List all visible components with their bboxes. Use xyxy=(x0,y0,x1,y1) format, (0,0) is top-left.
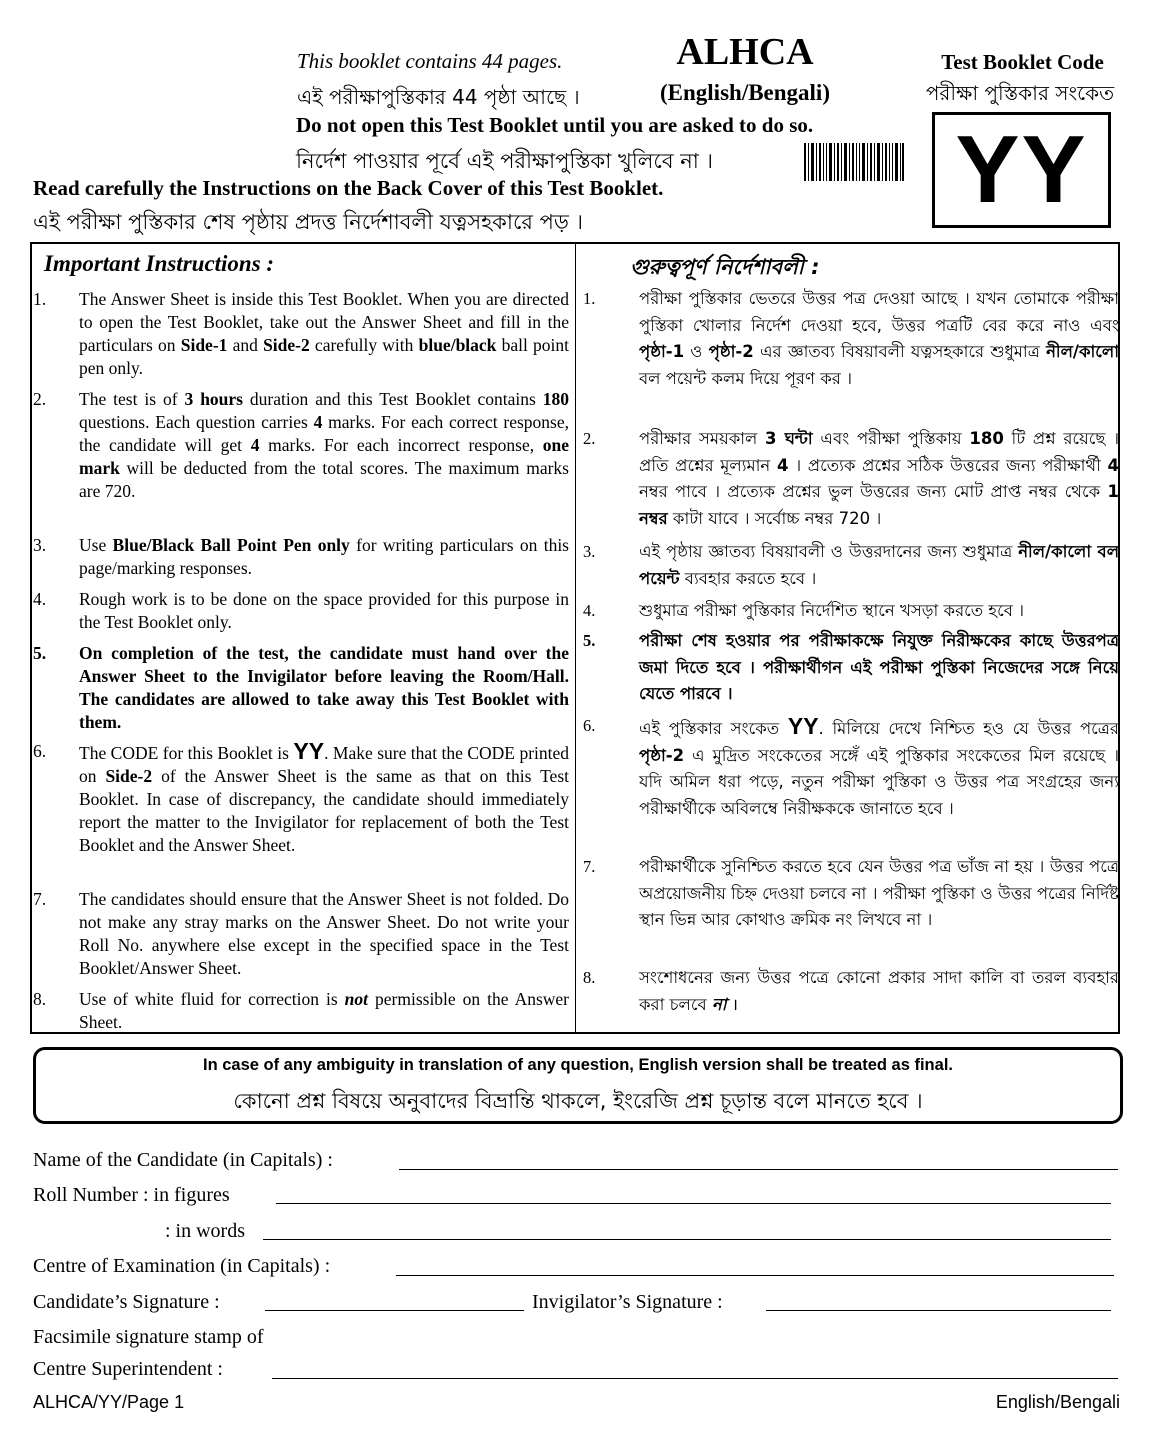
page-footer-right: English/Bengali xyxy=(995,1392,1120,1412)
instruction-en-2: 2. The test is of 3 hours duration and this Test Booklet contains 180 questions. Each question carries 4 marks. For each correct response, the candidate will get 4 marks. For each incorrect response, one mark will be deducted from the total scores. The maximum marks are 720. xyxy=(33,389,570,501)
candidate-signature-field[interactable] xyxy=(265,1310,524,1311)
instruction-bn-7: 7. পরীক্ষার্থীকে সুনিশ্চিত করতে হবে যেন উত্তর পত্র ভাঁজ না হয় । উত্তর পত্রে অপ্রয়োজনীয় চিহ্ন দেওয়া চলবে না । পরীক্ষা পুস্তিকা ও উত্তর পত্রের নির্দিষ্ট স্থান ভিন্ন আর কোথাও ক্রমিক নং লিখবে না । xyxy=(583,857,1119,929)
instruction-bn-1: 1. পরীক্ষা পুস্তিকার ভেতরে উত্তর পত্র দেওয়া আছে । যখন তোমাকে পরীক্ষা পুস্তিকা খোলার নির্দেশ দেওয়া হবে, উত্তর পত্রটি বের করে নাও এবং পৃষ্ঠা-1 ও পৃষ্ঠা-2 এর জ্ঞাতব্য বিষয়াবলী যত্নসহকারে শুধুমাত্র নীল/কালো বল পয়েন্ট কলম দিয়ে পূরণ কর । xyxy=(583,289,1119,388)
invigilator-signature-label: Invigilator’s Signature : xyxy=(532,1291,723,1313)
instructions-heading-en: Important Instructions : xyxy=(44,251,275,276)
roll-words-label: : in words xyxy=(165,1220,245,1242)
facsimile-label: Facsimile signature stamp of xyxy=(33,1326,264,1348)
read-instructions-notice-en: Read carefully the Instructions on the Back Cover of this Test Booklet. xyxy=(33,176,664,200)
booklet-pages-en: This booklet contains 44 pages. xyxy=(297,49,563,73)
instruction-bn-8: 8. সংশোধনের জন্য উত্তর পত্রে কোনো প্রকার সাদা কালি বা তরল ব্যবহার করা চলবে না । xyxy=(583,968,1119,1014)
read-instructions-notice-bn: এই পরীক্ষা পুস্তিকার শেষ পৃষ্ঠায় প্রদত্ত নির্দেশাবলী যত্নসহকারে পড় । xyxy=(33,210,584,234)
instruction-en-5: 5. On completion of the test, the candidate must hand over the Answer Sheet to the Invigilator before leaving the Room/Hall. The candidates are allowed to take away this Test Booklet with them. xyxy=(33,643,569,732)
instruction-bn-5: 5. পরীক্ষা শেষ হওয়ার পর পরীক্ষাকক্ষে নিযুক্ত নিরীক্ষকের কাছে উত্তরপত্র জমা দিতে হবে । পরীক্ষার্থীগন এই পরীক্ষা পুস্তিকা নিজেদের সঙ্গে নিয়ে যেতে পারবে । xyxy=(583,631,1119,703)
exam-title: ALHCA xyxy=(676,31,814,73)
column-divider xyxy=(575,244,576,1032)
instruction-en-4: 4. Rough work is to be done on the space provided for this purpose in the Test Booklet only. xyxy=(33,589,569,632)
booklet-code-label-en: Test Booklet Code xyxy=(941,50,1104,74)
instruction-bn-3: 3. এই পৃষ্ঠায় জ্ঞাতব্য বিষয়াবলী ও উত্তরদানের জন্য শুধুমাত্র নীল/কালো বল পয়েন্ট ব্যবহার করতে হবে । xyxy=(583,542,1119,588)
roll-words-field[interactable] xyxy=(263,1239,1111,1240)
candidate-name-field[interactable] xyxy=(399,1169,1118,1170)
booklet-pages-bn: এই পরীক্ষাপুস্তিকার 44 পৃষ্ঠা আছে । xyxy=(297,85,580,109)
barcode-icon xyxy=(804,143,904,181)
exam-subtitle: (English/Bengali) xyxy=(660,80,830,105)
booklet-code: YY xyxy=(955,116,1088,223)
instruction-bn-4: 4. শুধুমাত্র পরীক্ষা পুস্তিকার নির্দেশিত স্থানে খসড়া করতে হবে । xyxy=(583,601,1025,620)
roll-figures-field[interactable] xyxy=(276,1203,1111,1204)
ambiguity-notice-en: In case of any ambiguity in translation of any question, English version shall be treated as final. xyxy=(202,1056,953,1074)
instruction-en-3: 3. Use Blue/Black Ball Point Pen only for writing particulars on this page/marking responses. xyxy=(33,535,569,578)
booklet-code-box xyxy=(932,112,1111,228)
instruction-bn-6: 6. এই পুস্তিকার সংকেত YY. মিলিয়ে দেখে নিশ্চিত হও যে উত্তর পত্রের পৃষ্ঠা-2 এ মুদ্রিত সংকেতের সঙ্গেঁ এই পুস্তিকার সংকেতের মিল রয়েছে । যদি অমিল ধরা পড়ে, নতুন পরীক্ষা পুস্তিকা ও উত্তর পত্র সংগ্রহের জন্য পরীক্ষার্থীকে অবিলম্বে নিরীক্ষককে জানাতে হবে । xyxy=(583,713,1119,818)
do-not-open-notice-bn: নির্দেশ পাওয়ার পূর্বে এই পরীক্ষাপুস্তিকা খুলিবে না । xyxy=(296,149,714,173)
centre-label: Centre of Examination (in Capitals) : xyxy=(33,1255,331,1277)
superintendent-field[interactable] xyxy=(272,1378,1118,1379)
candidate-signature-label: Candidate’s Signature : xyxy=(33,1291,220,1313)
instruction-bn-2: 2. পরীক্ষার সময়কাল 3 ঘন্টা এবং পরীক্ষা পুস্তিকায় 180 টি প্রশ্ন রয়েছে । প্রতি প্রশ্নের মূল্যমান 4 । প্রত্যেক প্রশ্নের সঠিক উত্তরের জন্য পরীক্ষার্থী 4 নম্বর পাবে । প্রত্যেক প্রশ্নের ভুল উত্তরের জন্য মোট প্রাপ্ত নম্বর থেকে 1 নম্বর কাটা যাবে । সর্বোচ্চ নম্বর 720 । xyxy=(583,429,1119,528)
superintendent-label: Centre Superintendent : xyxy=(33,1358,223,1380)
instruction-en-1: 1. The Answer Sheet is inside this Test Booklet. When you are directed to open the Test Booklet, take out the Answer Sheet and fill in the particulars on Side-1 and Side-2 carefully with blue/black ball point pen only. xyxy=(33,289,570,378)
invigilator-signature-field[interactable] xyxy=(766,1310,1111,1311)
do-not-open-notice-en: Do not open this Test Booklet until you are asked to do so. xyxy=(296,113,814,137)
roll-figures-label: Roll Number : in figures xyxy=(33,1184,230,1206)
instruction-en-7: 7. The candidates should ensure that the Answer Sheet is not folded. Do not make any stray marks on the Answer Sheet. Do not write your Roll No. anywhere else except in the specified space in the Test Booklet/Answer Sheet. xyxy=(33,889,569,978)
booklet-code-label-bn: পরীক্ষা পুস্তিকার সংকেত xyxy=(925,81,1115,105)
instructions-heading-bn: গুরুত্বপূর্ণ নির্দেশাবলী : xyxy=(630,255,820,279)
centre-field[interactable] xyxy=(396,1275,1114,1276)
instruction-en-6: 6. The CODE for this Booklet is YY. Make sure that the CODE printed on Side-2 of the Answer Sheet is the same as that on this Test Booklet. In case of discrepancy, the candidate should immediately report the matter to the Invigilator for replacement of both the Test Booklet and the Answer Sheet. xyxy=(33,738,570,855)
page-footer-left: ALHCA/YY/Page 1 xyxy=(33,1392,185,1412)
candidate-name-label: Name of the Candidate (in Capitals) : xyxy=(33,1149,333,1171)
ambiguity-notice-bn: কোনো প্রশ্ন বিষয়ে অনুবাদের বিভ্রান্তি থাকলে, ইংরেজি প্রশ্ন চূড়ান্ত বলে মানতে হবে । xyxy=(233,1089,923,1113)
instruction-en-8: 8. Use of white fluid for correction is not permissible on the Answer Sheet. xyxy=(33,989,569,1032)
